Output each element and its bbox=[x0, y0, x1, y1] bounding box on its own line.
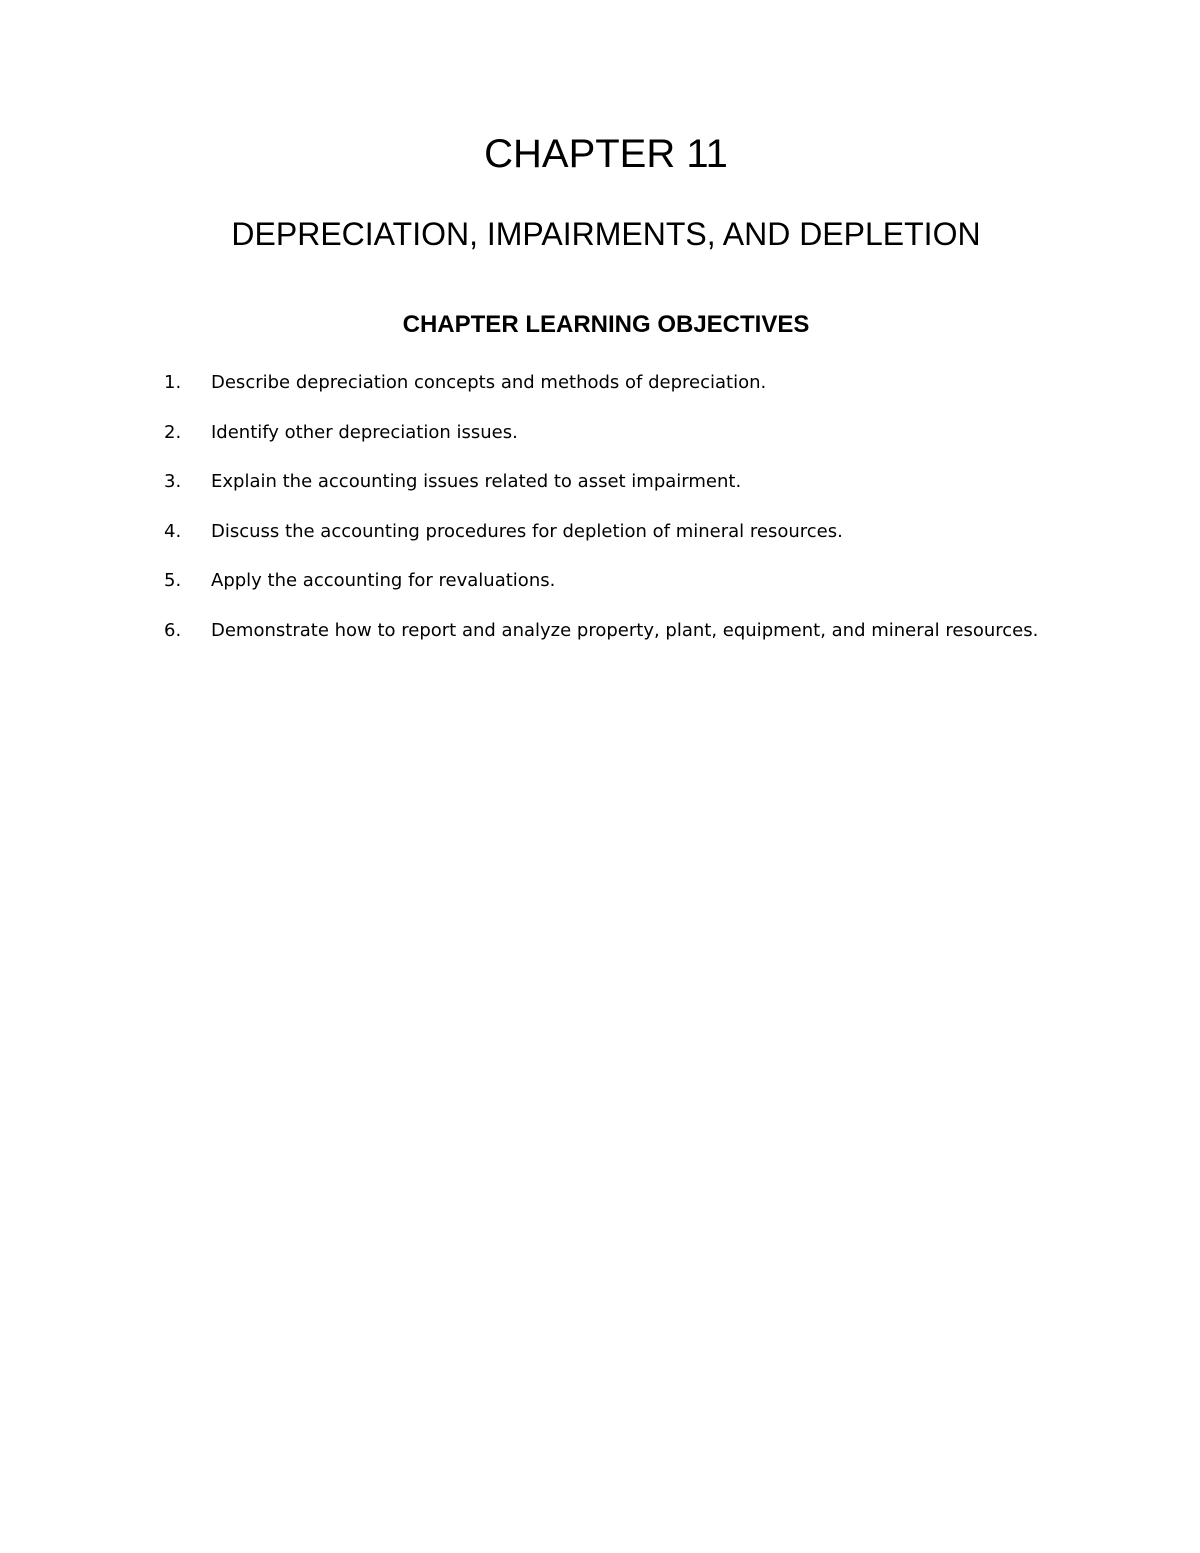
objective-text: Discuss the accounting procedures for depletion of mineral resources. bbox=[211, 520, 843, 542]
objective-item bbox=[164, 618, 1072, 644]
chapter-title: DEPRECIATION, IMPAIRMENTS, AND DEPLETION bbox=[231, 216, 981, 252]
objective-item bbox=[164, 420, 1072, 446]
objective-text: Explain the accounting issues related to asset impairment. bbox=[211, 471, 742, 492]
objective-number: 3. bbox=[164, 471, 182, 492]
objective-item bbox=[164, 469, 1072, 495]
objective-item bbox=[164, 568, 1072, 594]
objective-number: 2. bbox=[164, 421, 182, 443]
objective-text: Describe depreciation concepts and methods of depreciation. bbox=[211, 372, 767, 393]
objective-number: 4. bbox=[164, 520, 182, 542]
objective-number: 1. bbox=[164, 372, 182, 393]
objectives-list bbox=[164, 370, 1072, 667]
objective-number: 6. bbox=[164, 619, 182, 641]
objective-text: Apply the accounting for revaluations. bbox=[211, 570, 556, 591]
objective-text: Demonstrate how to report and analyze property, plant, equipment, and mineral resources. bbox=[211, 619, 1039, 641]
objectives-heading: CHAPTER LEARNING OBJECTIVES bbox=[402, 311, 810, 338]
objective-item bbox=[164, 370, 1072, 396]
chapter-number: CHAPTER 11 bbox=[484, 132, 728, 176]
objective-number: 5. bbox=[164, 570, 182, 591]
objective-item bbox=[164, 519, 1072, 545]
objective-text: Identify other depreciation issues. bbox=[211, 421, 518, 443]
